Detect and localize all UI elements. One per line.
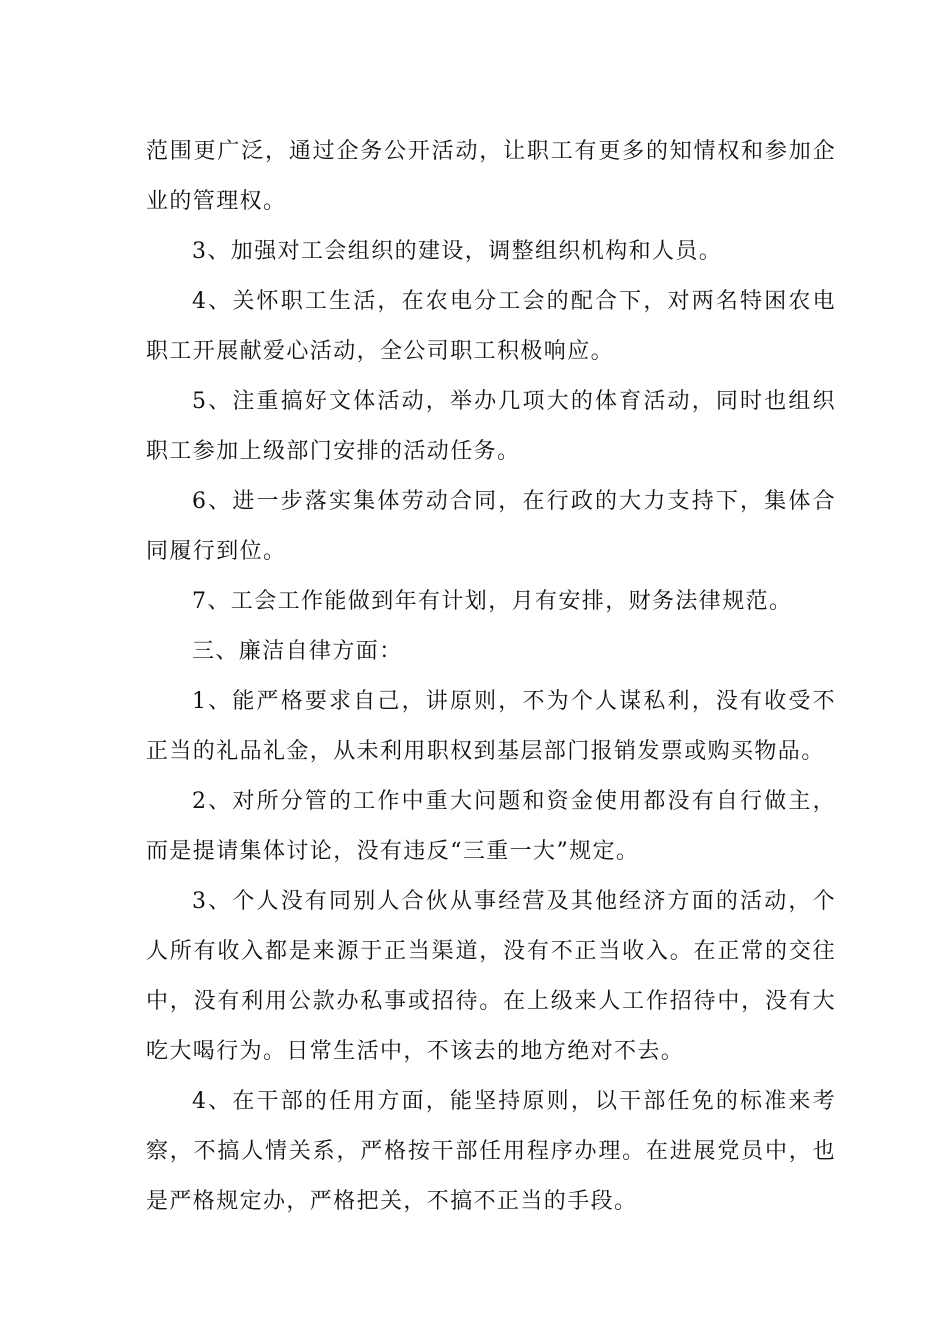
document-body (146, 127, 836, 1227)
paragraph-item-6: 6、进一步落实集体劳动合同，在行政的大力支持下，集体合同履行到位。 (146, 489, 836, 564)
paragraph-section3-item-1: 1、能严格要求自己，讲原则，不为个人谋私利，没有收受不正当的礼品礼金，从未利用职权到基层部门报销发票或购买物品。 (146, 689, 836, 764)
paragraph-item-5: 5、注重搞好文体活动，举办几项大的体育活动，同时也组织职工参加上级部门安排的活动任务。 (146, 389, 836, 464)
paragraph-section3-item-2: 2、对所分管的工作中重大问题和资金使用都没有自行做主，而是提请集体讨论，没有违反“三重一大”规定。 (146, 789, 836, 864)
paragraph-item-7: 7、工会工作能做到年有计划，月有安排，财务法律规范。 (192, 589, 793, 614)
section-heading-3: 三、廉洁自律方面： (192, 639, 403, 664)
paragraph-section3-item-3: 3、个人没有同别人合伙从事经营及其他经济方面的活动，个人所有收入都是来源于正当渠道，没有不正当收入。在正常的交往中，没有利用公款办私事或招待。在上级来人工作招待中，没有大吃大喝行为。日常生活中，不该去的地方绝对不去。 (146, 889, 836, 1064)
paragraph-item-4: 4、关怀职工生活，在农电分工会的配合下，对两名特困农电职工开展献爱心活动，全公司职工积极响应。 (146, 289, 836, 364)
paragraph-section3-item-4: 4、在干部的任用方面，能坚持原则，以干部任免的标准来考察，不搞人情关系，严格按干部任用程序办理。在进展党员中，也是严格规定办，严格把关，不搞不正当的手段。 (146, 1089, 836, 1214)
paragraph-item-3: 3、加强对工会组织的建设，调整组织机构和人员。 (192, 239, 723, 264)
paragraph-continuation: 范围更广泛，通过企务公开活动，让职工有更多的知情权和参加企业的管理权。 (146, 139, 836, 214)
